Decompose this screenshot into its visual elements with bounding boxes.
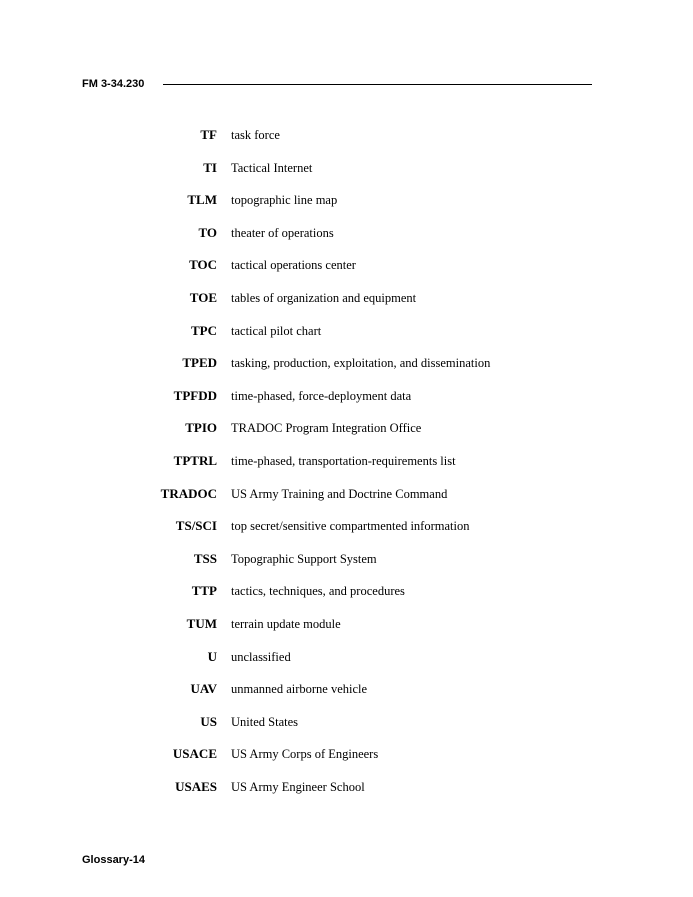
glossary-abbreviation: TPFDD: [173, 387, 217, 403]
glossary-definition: time-phased, force-deployment data: [231, 388, 412, 403]
glossary-entry: [82, 778, 602, 811]
glossary-definition: TRADOC Program Integration Office: [231, 421, 422, 436]
glossary-definition: tables of organization and equipment: [231, 290, 417, 305]
glossary-entry: [82, 452, 602, 485]
glossary-definition: terrain update module: [231, 616, 341, 631]
glossary-entry: [82, 517, 602, 550]
glossary-definition: theater of operations: [231, 225, 334, 240]
glossary-abbreviation: TOC: [189, 257, 217, 273]
glossary-definition: Topographic Support System: [231, 551, 377, 566]
glossary-abbreviation: TO: [198, 224, 217, 240]
glossary-abbreviation: USAES: [175, 778, 217, 794]
header-rule: [163, 84, 592, 85]
glossary-entry: [82, 648, 602, 681]
glossary-entry: [82, 191, 602, 224]
glossary-entry: [82, 485, 602, 518]
glossary-entry: [82, 224, 602, 257]
glossary-definition: US Army Training and Doctrine Command: [231, 486, 448, 501]
glossary-abbreviation: TPTRL: [173, 452, 217, 468]
glossary-definition: task force: [231, 128, 280, 142]
glossary-abbreviation: TOE: [189, 289, 217, 305]
glossary-definition: US Army Corps of Engineers: [231, 747, 379, 762]
glossary-abbreviation: U: [207, 648, 217, 664]
glossary-abbreviation: TS/SCI: [175, 518, 217, 534]
glossary-abbreviation: TSS: [193, 550, 217, 566]
glossary-abbreviation: TLM: [187, 192, 217, 208]
glossary-definition: unclassified: [231, 649, 291, 664]
glossary-entry: [82, 550, 602, 583]
glossary-entry: [82, 419, 602, 452]
glossary-entry: [82, 680, 602, 713]
glossary-definition: unmanned airborne vehicle: [231, 682, 368, 697]
document-id: FM 3-34.230: [82, 78, 145, 90]
glossary-entry: [82, 387, 602, 420]
glossary-entry: [82, 322, 602, 355]
glossary-entry: [82, 615, 602, 648]
glossary-abbreviation: US: [200, 713, 217, 729]
glossary-definition: time-phased, transportation-requirements list: [231, 453, 456, 468]
glossary-definition: Tactical Internet: [231, 160, 313, 175]
glossary-abbreviation: TI: [203, 159, 217, 175]
glossary-entry: [82, 745, 602, 778]
glossary-abbreviation: TPIO: [185, 420, 217, 436]
glossary-abbreviation: TPC: [191, 322, 217, 338]
glossary-entry: [82, 126, 602, 159]
glossary-definition: tactics, techniques, and procedures: [231, 584, 405, 599]
glossary-entry: [82, 256, 602, 289]
glossary-entry: [82, 582, 602, 615]
glossary-entry: [82, 354, 602, 387]
glossary-list: [82, 126, 602, 810]
glossary-definition: US Army Engineer School: [231, 779, 365, 794]
glossary-definition: topographic line map: [231, 193, 338, 208]
glossary-abbreviation: USACE: [172, 746, 217, 762]
glossary-entry: [82, 289, 602, 322]
glossary-definition: tactical pilot chart: [231, 323, 322, 338]
glossary-abbreviation: TF: [200, 127, 217, 142]
glossary-definition: top secret/sensitive compartmented information: [231, 519, 470, 534]
glossary-abbreviation: TPED: [182, 355, 217, 371]
glossary-definition: tasking, production, exploitation, and dissemination: [231, 356, 491, 371]
page-header: [82, 77, 592, 93]
glossary-definition: United States: [231, 714, 299, 729]
page-footer: Glossary-14: [82, 854, 145, 866]
glossary-abbreviation: TUM: [186, 615, 217, 631]
glossary-abbreviation: TTP: [191, 583, 217, 599]
glossary-definition: tactical operations center: [231, 258, 356, 273]
glossary-abbreviation: TRADOC: [160, 485, 217, 501]
glossary-entry: [82, 159, 602, 192]
glossary-abbreviation: UAV: [190, 681, 217, 697]
glossary-entry: [82, 713, 602, 746]
